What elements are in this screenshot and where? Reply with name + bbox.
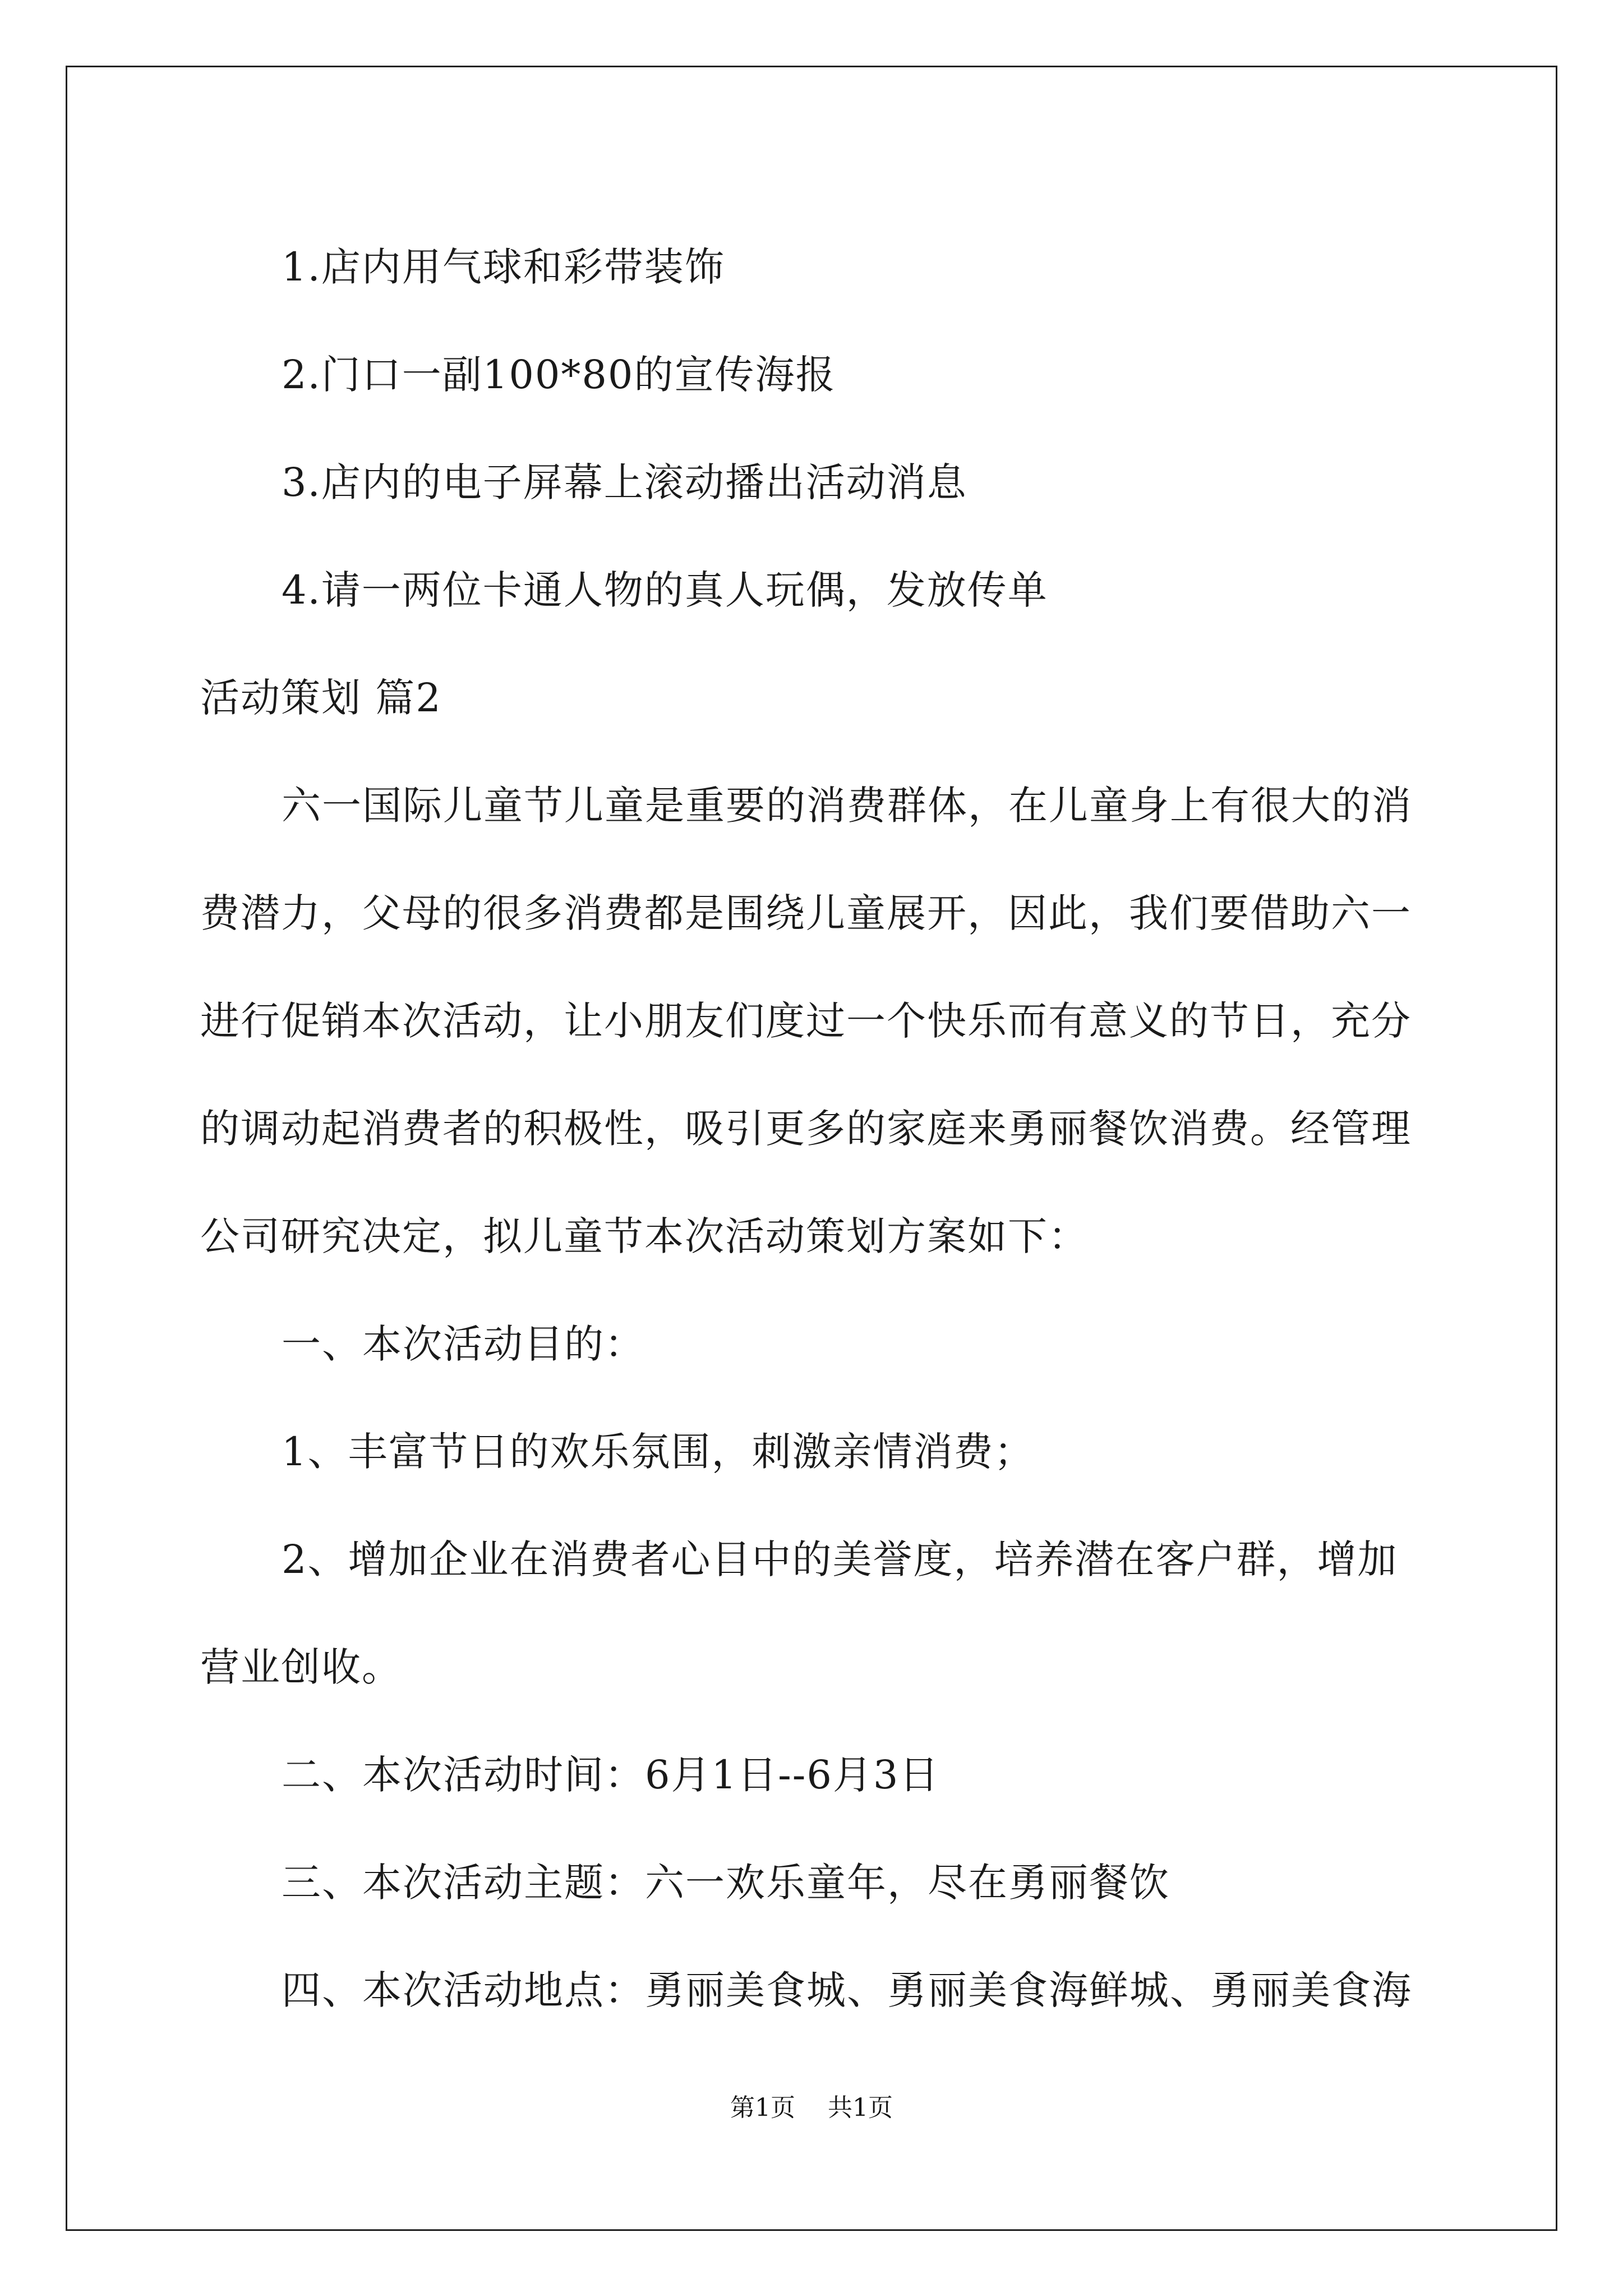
location-line: 四、本次活动地点：勇丽美食城、勇丽美食海鲜城、勇丽美食海: [282, 1967, 1412, 2013]
list-item-3: 3.店内的电子屏幕上滚动播出活动消息: [282, 459, 967, 505]
purpose-title: 一、本次活动目的：: [282, 1321, 645, 1367]
time-line: 二、本次活动时间：6月1日--6月3日: [282, 1752, 940, 1798]
page-footer: [0, 2091, 1623, 2125]
section-heading: 活动策划 篇2: [200, 675, 442, 721]
purpose-item-2: 2、增加企业在消费者心目中的美誉度，培养潜在客户群，增加营业创收。: [200, 1536, 1398, 1690]
page-total: 共1页: [828, 2093, 893, 2122]
list-item-1: 1.店内用气球和彩带装饰: [282, 244, 725, 290]
list-item-2: 2.门口一副100*80的宣传海报: [282, 352, 836, 398]
theme-line: 三、本次活动主题：六一欢乐童年，尽在勇丽餐饮: [282, 1860, 1170, 1906]
purpose-item-1: 1、丰富节日的欢乐氛围，刺激亲情消费；: [282, 1429, 1035, 1475]
list-item-4: 4.请一两位卡通人物的真人玩偶，发放传单: [282, 567, 1048, 613]
intro-paragraph: 六一国际儿童节儿童是重要的消费群体，在儿童身上有很大的消费潜力，父母的很多消费都是围绕儿童展开，因此，我们要借助六一进行促销本次活动，让小朋友们度过一个快乐而有意义的节日，充分的调动起消费者的积极性，吸引更多的家庭来勇丽餐饮消费。经管理公司研究决定，拟儿童节本次活动策划方案如下：: [200, 783, 1412, 1259]
page-number: 第1页: [730, 2093, 795, 2122]
document-body: [200, 213, 1423, 2044]
